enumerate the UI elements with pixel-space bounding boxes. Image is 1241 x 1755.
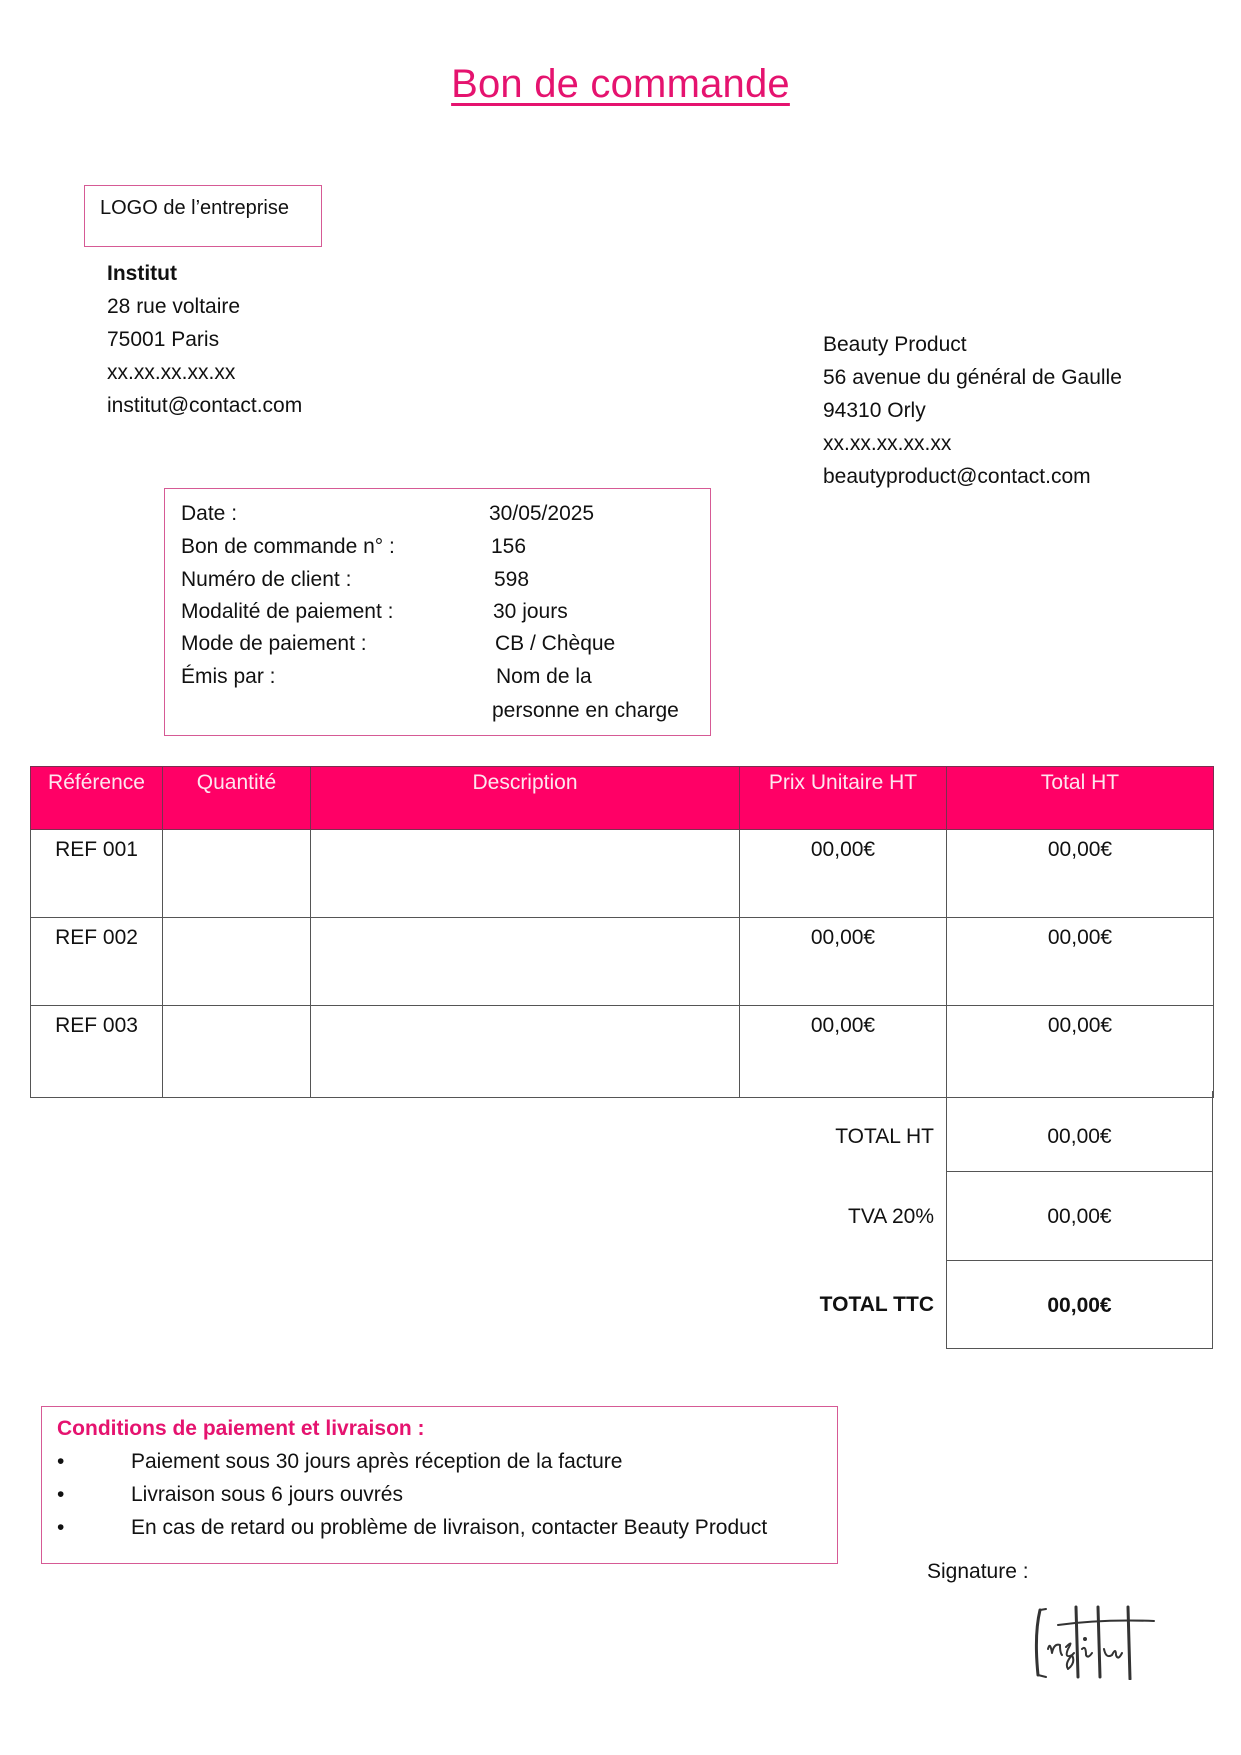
sender-email: institut@contact.com: [107, 394, 303, 417]
info-label: Bon de commande n° :: [181, 535, 395, 558]
info-value: 156: [491, 535, 527, 558]
logo-placeholder: [84, 185, 322, 247]
recipient-phone: xx.xx.xx.xx.xx: [823, 432, 952, 455]
signature-mark: [1032, 1605, 1157, 1685]
info-value: 30/05/2025: [489, 502, 595, 525]
column-header-reference: Référence: [31, 767, 163, 830]
cell-unit-price: 00,00€: [740, 830, 947, 918]
tva-label: TVA 20%: [848, 1205, 934, 1228]
cell-unit-price: 00,00€: [740, 1006, 947, 1098]
column-header-quantity: Quantité: [163, 767, 311, 830]
column-header-unit-price: Prix Unitaire HT: [740, 767, 947, 830]
info-value: personne en charge: [492, 699, 679, 722]
total-ttc-box: [946, 1260, 1213, 1349]
recipient-name: Beauty Product: [823, 333, 967, 356]
total-ht-box: [946, 1091, 1213, 1172]
signature-handwriting-icon: [1032, 1605, 1157, 1680]
total-ht-value: 00,00€: [1047, 1125, 1112, 1148]
table-row: [31, 918, 1214, 1006]
column-header-total: Total HT: [947, 767, 1214, 830]
document-title: Bon de commande: [451, 62, 790, 106]
total-ttc-value: 00,00€: [1047, 1294, 1112, 1317]
info-value: CB / Chèque: [495, 632, 616, 655]
cell-quantity[interactable]: [163, 918, 311, 1006]
info-value: 30 jours: [493, 600, 568, 623]
recipient-city: 94310 Orly: [823, 399, 926, 422]
sender-street: 28 rue voltaire: [107, 295, 241, 318]
conditions-item-text: En cas de retard ou problème de livraison, contacter Beauty Product: [131, 1516, 768, 1539]
cell-total: 00,00€: [947, 1006, 1214, 1098]
info-label: Mode de paiement :: [181, 632, 367, 655]
logo-placeholder-text: LOGO de l’entreprise: [100, 197, 289, 219]
total-ttc-label: TOTAL TTC: [819, 1293, 934, 1316]
tva-box: [946, 1171, 1213, 1261]
conditions-box: [41, 1406, 838, 1564]
sender-address: [107, 257, 302, 422]
info-label: Date :: [181, 502, 238, 525]
table-row: [31, 830, 1214, 918]
conditions-item-text: Paiement sous 30 jours après réception de la facture: [131, 1450, 623, 1473]
bullet-icon: •: [57, 1450, 65, 1473]
sender-city: 75001 Paris: [107, 328, 220, 351]
info-label: Émis par :: [181, 665, 276, 688]
bullet-icon: •: [57, 1516, 65, 1539]
info-value: 598: [494, 568, 530, 591]
cell-total: 00,00€: [947, 918, 1214, 1006]
cell-description[interactable]: [311, 830, 740, 918]
cell-unit-price: 00,00€: [740, 918, 947, 1006]
cell-reference: REF 001: [31, 830, 163, 918]
cell-description[interactable]: [311, 1006, 740, 1098]
table-row: [31, 1006, 1214, 1098]
conditions-title: Conditions de paiement et livraison :: [57, 1417, 425, 1440]
signature-label: Signature :: [927, 1560, 1029, 1583]
recipient-email: beautyproduct@contact.com: [823, 465, 1091, 488]
total-ht-label: TOTAL HT: [835, 1125, 934, 1148]
cell-description[interactable]: [311, 918, 740, 1006]
sender-name: Institut: [107, 262, 177, 285]
tva-value: 00,00€: [1047, 1205, 1112, 1228]
column-header-description: Description: [311, 767, 740, 830]
bullet-icon: •: [57, 1483, 65, 1506]
conditions-item-text: Livraison sous 6 jours ouvrés: [131, 1483, 403, 1506]
info-label: Numéro de client :: [181, 568, 352, 591]
cell-quantity[interactable]: [163, 830, 311, 918]
cell-total: 00,00€: [947, 830, 1214, 918]
order-items-table: [30, 766, 1214, 1098]
recipient-street: 56 avenue du général de Gaulle: [823, 366, 1122, 389]
cell-quantity[interactable]: [163, 1006, 311, 1098]
recipient-address: [823, 328, 1122, 493]
info-label: Modalité de paiement :: [181, 600, 394, 623]
cell-reference: REF 003: [31, 1006, 163, 1098]
table-header-row: [31, 767, 1214, 830]
sender-phone: xx.xx.xx.xx.xx: [107, 361, 236, 384]
order-info-box: [164, 488, 711, 736]
info-value: Nom de la: [496, 665, 592, 688]
cell-reference: REF 002: [31, 918, 163, 1006]
